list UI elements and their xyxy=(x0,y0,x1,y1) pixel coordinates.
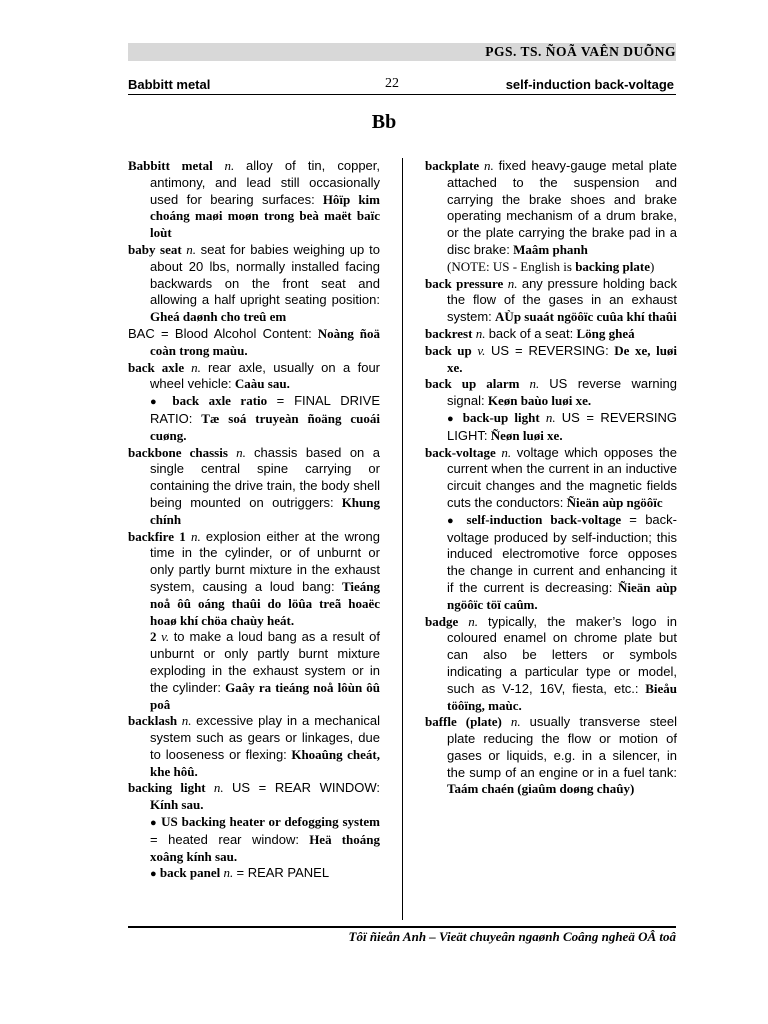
dictionary-entry xyxy=(128,780,380,814)
bullet-icon: ● xyxy=(447,412,457,425)
definition: US = REVERSING LIGHT: xyxy=(447,409,678,443)
part-of-speech: n. xyxy=(510,714,521,730)
sub-entry xyxy=(425,410,677,445)
part-of-speech: n. xyxy=(224,158,235,173)
headword: backplate xyxy=(425,158,480,173)
vietnamese-translation: Khung chính xyxy=(150,494,380,527)
usage-note xyxy=(425,259,677,276)
headword: back up xyxy=(425,342,472,358)
dictionary-entry xyxy=(425,326,677,343)
dictionary-entry xyxy=(128,529,380,630)
definition: back of a seat: xyxy=(488,325,574,341)
vietnamese-translation: Bieåu töôïng, maùc. xyxy=(447,680,678,713)
vietnamese-translation: Noàng ñoä coàn trong maùu. xyxy=(150,325,380,358)
headword: back-up light xyxy=(462,409,540,425)
dictionary-entry xyxy=(425,376,677,410)
part-of-speech: v. xyxy=(477,342,486,358)
definition: BAC = Blood Alcohol Content: xyxy=(128,325,312,341)
dictionary-entry xyxy=(425,714,677,798)
vietnamese-translation: Ñeøn luøi xe. xyxy=(490,427,563,443)
definition: fixed heavy-gauge metal plate attached to the suspension and carrying the brake shoes and brake operating mechanism of a drum brake, or the plate carrying the brake pad in a disc brake: xyxy=(447,158,677,257)
definition: usually transverse steel plate reducing the flow or motion of gases or liquids, e.g. in a silencer, in the sump of an engine or in a fuel tank: xyxy=(447,714,678,780)
dictionary-entry xyxy=(128,158,380,242)
dictionary-entry xyxy=(128,242,380,326)
vietnamese-translation: Kính sau. xyxy=(150,797,204,813)
headword: backing light xyxy=(128,780,206,796)
definition: any pressure holding back the flow of the gases in an exhaust system: xyxy=(447,275,678,325)
definition: excessive play in a mechanical system such as gears or linkages, due to looseness or flexing: xyxy=(150,713,381,762)
part-of-speech: n. xyxy=(475,325,486,341)
part-of-speech: n. xyxy=(236,444,246,460)
running-header xyxy=(128,74,676,95)
vietnamese-translation: Gheá daønh cho treû em xyxy=(150,309,287,325)
dictionary-entry xyxy=(425,276,677,326)
part-of-speech: n. xyxy=(213,780,224,796)
vietnamese-translation: Caàu sau. xyxy=(234,376,290,392)
headword: backlash xyxy=(128,713,178,729)
footer-rule xyxy=(128,926,676,928)
definition: seat for babies weighing up to about 20 lbs, normally installed facing backwards on the front seat and allowing a half upright seating position: xyxy=(150,241,381,308)
headword: baby seat xyxy=(128,241,182,257)
headword: back up alarm xyxy=(425,376,520,392)
headword: back panel xyxy=(159,865,221,881)
definition: alloy of tin, copper, antimony, and lead still occasionally used for bearing surfaces: xyxy=(150,158,381,207)
headword: backbone chassis xyxy=(128,444,228,460)
sub-entry xyxy=(128,814,380,865)
part-of-speech: n. xyxy=(529,376,540,392)
vietnamese-translation: AÙp suaát ngöôïc cuûa khí thaûi xyxy=(495,309,677,325)
vietnamese-translation: Khoaûng cheát, khe hôû. xyxy=(150,746,381,779)
definition: = back-voltage produced by self-induction; this induced electromotive force opposes the change in current and enhancing it if the current is decreasing: xyxy=(447,511,677,595)
dictionary-entry xyxy=(128,326,380,360)
part-of-speech: n. xyxy=(468,613,479,629)
definition: chassis based on a single central spine carrying or containing the drive train, the body shell being mounted on outriggers: xyxy=(150,444,381,510)
dictionary-entry xyxy=(425,445,677,512)
headword: 2 xyxy=(150,629,157,645)
definition: explosion either at the wrong time in the cylinder, or of unburnt or only partly burnt mixture in the exhaust system, causing a loud bang: xyxy=(150,528,381,594)
definition: to make a loud bang as a result of unburnt or only partly burnt mixture exploding in the exhaust system or in the cylinder: xyxy=(150,629,380,695)
note-end: ) xyxy=(649,258,655,274)
part-of-speech: n. xyxy=(507,275,518,291)
left-guide-word: Babbitt metal xyxy=(128,77,211,92)
vietnamese-translation: Löng gheá xyxy=(576,325,635,341)
left-column xyxy=(128,158,380,883)
definition: rear axle, usually on a four wheel vehicle: xyxy=(150,359,381,392)
vietnamese-translation: Ñieän aùp ngöôïc xyxy=(566,494,663,510)
headword: backfire 1 xyxy=(128,528,186,544)
dictionary-entry xyxy=(128,713,380,780)
vietnamese-translation: Ñieän aùp ngöôïc töï caûm. xyxy=(447,579,678,612)
note-term: backing plate xyxy=(575,258,650,274)
definition: US reverse warning signal: xyxy=(447,376,677,409)
vietnamese-translation: Tieáng noå ôû oáng thaûi do löûa treã hoaëc hoaø khí chöa chaùy heát. xyxy=(150,578,380,628)
bullet-icon: ● xyxy=(150,868,157,881)
sub-entry xyxy=(128,629,380,713)
vietnamese-translation: Maâm phanh xyxy=(513,241,588,257)
dictionary-entry xyxy=(425,614,677,715)
definition: = heated rear window: xyxy=(150,831,300,847)
vietnamese-translation: Heä thoáng xoâng kính sau. xyxy=(150,831,381,864)
headword: backrest xyxy=(425,325,473,341)
part-of-speech: n. xyxy=(223,865,234,881)
bullet-icon: ● xyxy=(150,817,158,830)
sub-entry xyxy=(128,393,380,444)
headword: back axle ratio xyxy=(172,393,268,409)
part-of-speech: n. xyxy=(545,409,556,425)
right-guide-word: self-induction back-voltage xyxy=(505,77,674,92)
column-divider xyxy=(402,158,403,920)
dictionary-entry xyxy=(128,445,380,529)
vietnamese-translation: Hôïp kim choáng maøi moøn trong beà maët baïc loùt xyxy=(150,191,380,241)
headword: back pressure xyxy=(425,275,504,291)
part-of-speech: n. xyxy=(191,359,201,375)
dictionary-entry xyxy=(425,343,677,377)
author-name: PGS. TS. ÑOÃ VAÊN DUÕNG xyxy=(485,44,676,59)
headword: back-voltage xyxy=(425,444,496,460)
bullet-icon: ● xyxy=(150,396,163,409)
vietnamese-translation: Tæ soá truyeàn ñoäng cuoái cuøng. xyxy=(150,410,380,443)
definition: typically, the maker’s logo in coloured enamel on chrome plate but can also be letters or symbols indicating a particular type or model, such as V-12, 16V, fiesta, etc.: xyxy=(447,613,678,696)
headword: US backing heater or defogging system xyxy=(161,814,380,830)
vietnamese-translation: Taám chaén (giaûm doøng chaûy) xyxy=(447,781,635,797)
headword: Babbitt metal xyxy=(128,158,213,173)
bullet-icon: ● xyxy=(447,514,459,527)
definition: voltage which opposes the current when the current in an inductive circuit changes and the magnetic fields cuts the conductors: xyxy=(447,444,678,510)
part-of-speech: n. xyxy=(484,158,494,173)
definition: US = REAR WINDOW: xyxy=(231,780,381,796)
dictionary-entry xyxy=(128,360,380,394)
headword: back axle xyxy=(128,359,185,375)
vietnamese-translation: Keøn baùo luøi xe. xyxy=(487,393,592,409)
note-text: (NOTE: US - English is xyxy=(447,258,572,274)
page-number: 22 xyxy=(385,76,399,91)
headword: self-induction back-voltage xyxy=(466,511,622,527)
vietnamese-translation: De xe, luøi xe. xyxy=(447,342,678,375)
section-letter: Bb xyxy=(371,111,397,133)
sub-entry xyxy=(425,512,677,614)
headword: badge xyxy=(425,613,459,629)
part-of-speech: n. xyxy=(181,713,192,729)
right-column xyxy=(425,158,677,798)
definition: = REAR PANEL xyxy=(236,865,330,881)
part-of-speech: n. xyxy=(501,444,512,460)
definition: = FINAL DRIVE RATIO: xyxy=(150,393,381,426)
definition: US = REVERSING: xyxy=(490,342,609,358)
sub-entry xyxy=(128,865,380,883)
dictionary-entry xyxy=(425,158,677,259)
footer-title: Tôï ñieån Anh – Vieät chuyeân ngaønh Coâng ngheä OÂ toâ xyxy=(348,929,676,944)
part-of-speech: n. xyxy=(190,528,201,544)
vietnamese-translation: Gaây ra tieáng noå lôùn ôû poâ xyxy=(150,679,381,712)
headword: baffle (plate) xyxy=(425,714,502,730)
part-of-speech: v. xyxy=(161,629,170,645)
part-of-speech: n. xyxy=(186,241,197,257)
